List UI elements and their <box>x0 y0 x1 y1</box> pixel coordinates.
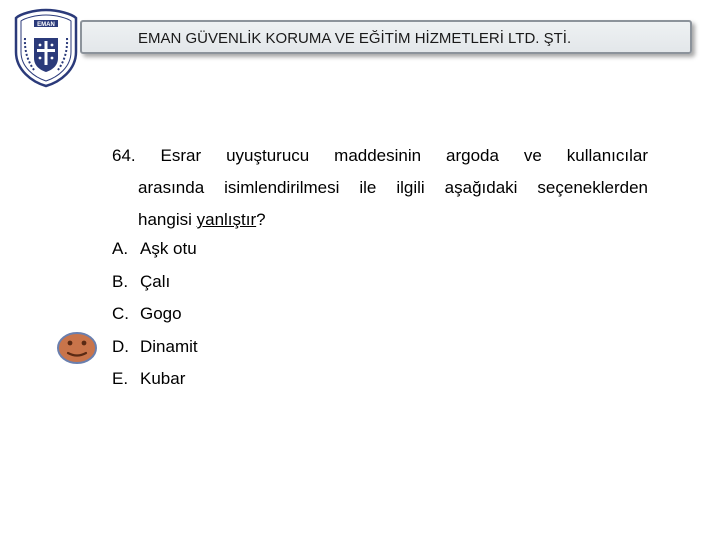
option-b[interactable] <box>112 269 198 302</box>
question-line-3 <box>112 204 648 236</box>
question-emphasis: yanlıştır <box>196 210 257 229</box>
question-line-2 <box>112 172 648 204</box>
question-line-1 <box>112 140 648 172</box>
question-word: ilgili <box>396 178 425 197</box>
question-prefix: hangisi <box>138 210 197 229</box>
question-word: isimlendirilmesi <box>224 178 340 197</box>
question-word: ve <box>523 146 542 165</box>
logo-text: EMAN <box>37 22 55 28</box>
question-word: seçeneklerden <box>537 178 648 197</box>
option-text: Çalı <box>140 271 171 291</box>
question-word: maddesinin <box>334 146 422 165</box>
option-letter: B. <box>112 271 129 291</box>
option-text: Aşk otu <box>140 239 197 258</box>
question-number: 64. <box>112 146 136 165</box>
smiley-face-icon <box>56 331 98 365</box>
header-bar <box>80 20 692 54</box>
option-letter: D. <box>112 336 129 356</box>
option-letter: A. <box>112 239 129 258</box>
option-text: Kubar <box>140 369 186 388</box>
company-logo-icon <box>14 8 78 88</box>
question-suffix: ? <box>256 210 266 229</box>
answer-options <box>112 236 198 399</box>
question-word: argoda <box>446 146 499 165</box>
option-text: Dinamit <box>140 336 198 356</box>
option-c[interactable] <box>112 301 198 334</box>
company-title: EMAN GÜVENLİK KORUMA VE EĞİTİM HİZMETLERİ LTD. ŞTİ. <box>138 30 572 47</box>
question-word: kullanıcılar <box>566 146 648 165</box>
option-letter: C. <box>112 304 129 323</box>
question-word: uyuşturucu <box>226 146 310 165</box>
question-word: arasında <box>138 178 205 197</box>
option-e[interactable] <box>112 366 198 399</box>
option-d[interactable] <box>112 334 198 367</box>
question-word: aşağıdaki <box>444 178 518 197</box>
question-word: ile <box>359 178 377 197</box>
question-block <box>112 140 648 236</box>
option-text: Gogo <box>140 304 182 323</box>
option-letter: E. <box>112 369 129 388</box>
option-a[interactable] <box>112 236 198 269</box>
question-word: Esrar <box>160 146 202 165</box>
